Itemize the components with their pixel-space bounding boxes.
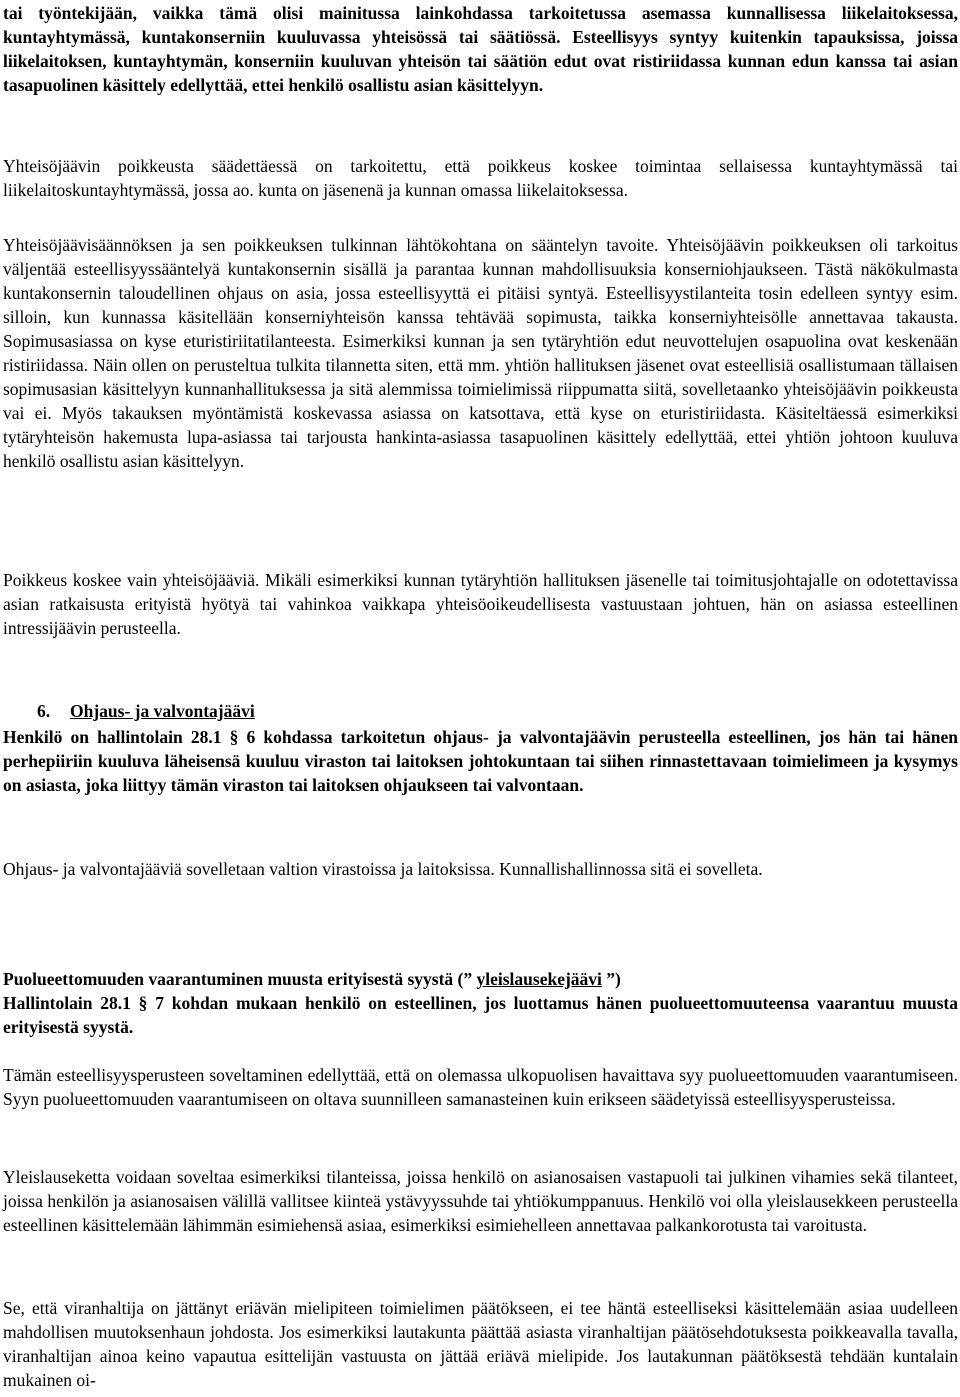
paragraph-ohjaus-valvontajaavi-soveltaminen: Ohjaus- ja valvontajääviä sovelletaan valtion virastoissa ja laitoksissa. Kunnallishallinnossa sitä ei sovelleta. [3, 859, 763, 879]
paragraph-ohjaus-valvontajaavi-definition: Henkilö on hallintolain 28.1 § 6 kohdassa tarkoitetun ohjaus- ja valvontajäävin perusteella esteellinen, jos hän tai hänen perhepiiriin kuuluva läheisensä kuuluu viraston tai laitoksen johtokuntaan tai siihen rinnastettavaan toimielimeen ja kysymys on asiasta, joka liittyy tämän viraston tai laitoksen ohjaukseen tai valvontaan. [3, 727, 958, 795]
section-body-yleislausekejaavi: Hallintolain 28.1 § 7 kohdan mukaan henkilö on esteellinen, jos luottamus hänen puolueettomuuteensa vaarantuu muusta erityisestä syystä. [3, 993, 958, 1037]
paragraph-esteellisyysperuste: Tämän esteellisyysperusteen soveltaminen edellyttää, että on olemassa ulkopuolisen havaittava syy puolueettomuuden vaarantumiseen. Syyn puolueettomuuden vaarantumiseen on oltava suunnilleen samanasteinen kuin erikseen säädetyissä esteellisyysperusteissa. [3, 1065, 958, 1109]
paragraph-yhteisojaavi-tulkinta: Yhteisöjäävisäännöksen ja sen poikkeuksen tulkinnan lähtökohtana on sääntelyn tavoite. Yhteisöjäävin poikkeuksen oli tarkoitus väljentää esteellisyyssääntelyä kuntakonsernin sisällä ja parantaa kunnan mahdollisuuksia konserniohjaukseen. Tästä näkökulmasta kuntakonsernin taloudellinen ohjaus on asia, jossa esteellisyyttä ei pitäisi syntyä. Esteellisyystilanteita tosin edelleen syntyy esim. silloin, kun kunnassa käsitellään konserniyhteisön kanssa tehtävää sopimusta, taikka konserniyhteisölle annettavaa takausta. Sopimusasiassa on kyse eturistiriitatilanteesta. Esimerkiksi kunnan ja sen tytäryhtiön edut neuvottelujen osapuolina ovat keskenään ristiriidassa. Näin ollen on perusteltua tulkita tilannetta siten, että mm. yhtiön hallituksen jäsenet ovat esteellisiä osallistumaan tällaisen sopimusasian käsittelyyn kunnanhallituksessa ja sitä alemmissa toimielimissä riippumatta siitä, sovelletaanko yhteisöjäävin poikkeusta vai ei. Myös takauksen myöntämistä koskevassa asiassa on katsottava, että kyse on eturistiriidasta. Käsiteltäessä esimerkiksi tytäryhteisön hakemusta lupa-asiassa tai tarjousta hankinta-asiassa tasapuolinen käsittely edellyttää, ettei yhtiön johtoon kuuluva henkilö osallistu asian käsittelyyn. [3, 235, 958, 471]
yleislausekejaavi-term: yleislausekejäävi [476, 969, 602, 989]
paragraph-yhteisojaavi-poikkeus: Yhteisöjäävin poikkeusta säädettäessä on tarkoitettu, että poikkeus koskee toimintaa sellaisessa kuntayhtymässä tai liikelaitoskuntayhtymässä, jossa ao. kunta on jäsenenä ja kunnan omassa liikelaitoksessa. [3, 156, 958, 200]
paragraph-continuation: tai työntekijään, vaikka tämä olisi mainitussa lainkohdassa tarkoitetussa asemassa kunnallisessa liikelaitoksessa, kuntayhtymässä, kuntakonserniin kuuluvassa yhteisössä tai säätiössä. Esteellisyys syntyy kuitenkin tapauksissa, joissa liikelaitoksen, kuntayhtymän, konserniin kuuluvan yhteisön tai säätiön edut ovat ristiriidassa kunnan edun kanssa tai asian tasapuolinen käsittely edellyttää, ettei henkilö osallistu asian käsittelyyn. [3, 3, 958, 95]
paragraph-poikkeus-vain-yhteisojaavi: Poikkeus koskee vain yhteisöjääviä. Mikäli esimerkiksi kunnan tytäryhtiön hallituksen jäsenelle tai toimitusjohtajalle on odotettavissa asian ratkaisusta erityistä hyötyä tai vahinkoa vaikkapa yhteisöoikeudellisesta vastuustaan johtuen, hän on asiassa esteellinen intressijäävin perusteella. [3, 570, 958, 638]
section-number: 6. [37, 701, 51, 721]
section-yleislausekejaavi [3, 967, 958, 1039]
paragraph-yleislauseke-esimerkit: Yleislauseketta voidaan soveltaa esimerkiksi tilanteissa, joissa henkilö on asianosaisen vastapuoli tai julkinen vihamies sekä tilanteet, joissa henkilön ja asianosaisen välillä vallitsee kiinteä ystävyyssuhde tai yhtiökumppanuus. Henkilö voi olla yleislausekkeen perusteella esteellinen käsittelemään lähimmän esimiehensä asiaa, esimerkiksi esimiehelleen annettavaa palkankorotusta tai varoitusta. [3, 1167, 958, 1235]
section-heading-6 [37, 699, 255, 723]
section-title-yleislausekejaavi: Puolueettomuuden vaarantuminen muusta erityisestä syystä (” yleislausekejäävi ”) [3, 969, 621, 989]
section-title: Ohjaus- ja valvontajäävi [70, 701, 255, 721]
paragraph-eriava-mielipide: Se, että viranhaltija on jättänyt eriävän mielipiteen toimielimen päätökseen, ei tee häntä esteelliseksi käsittelemään asiaa uudelleen mahdollisen muutoksenhaun johdosta. Jos esimerkiksi lautakunta päättää asiasta viranhaltijan päätösehdotuksesta poikkeavalla tavalla, viranhaltijan ainoa keino vapautua esittelijän vastuusta on jättää eriävä mielipide. Jos lautakunnan päätöksestä tehdään kuntalain mukainen oi- [3, 1298, 958, 1390]
